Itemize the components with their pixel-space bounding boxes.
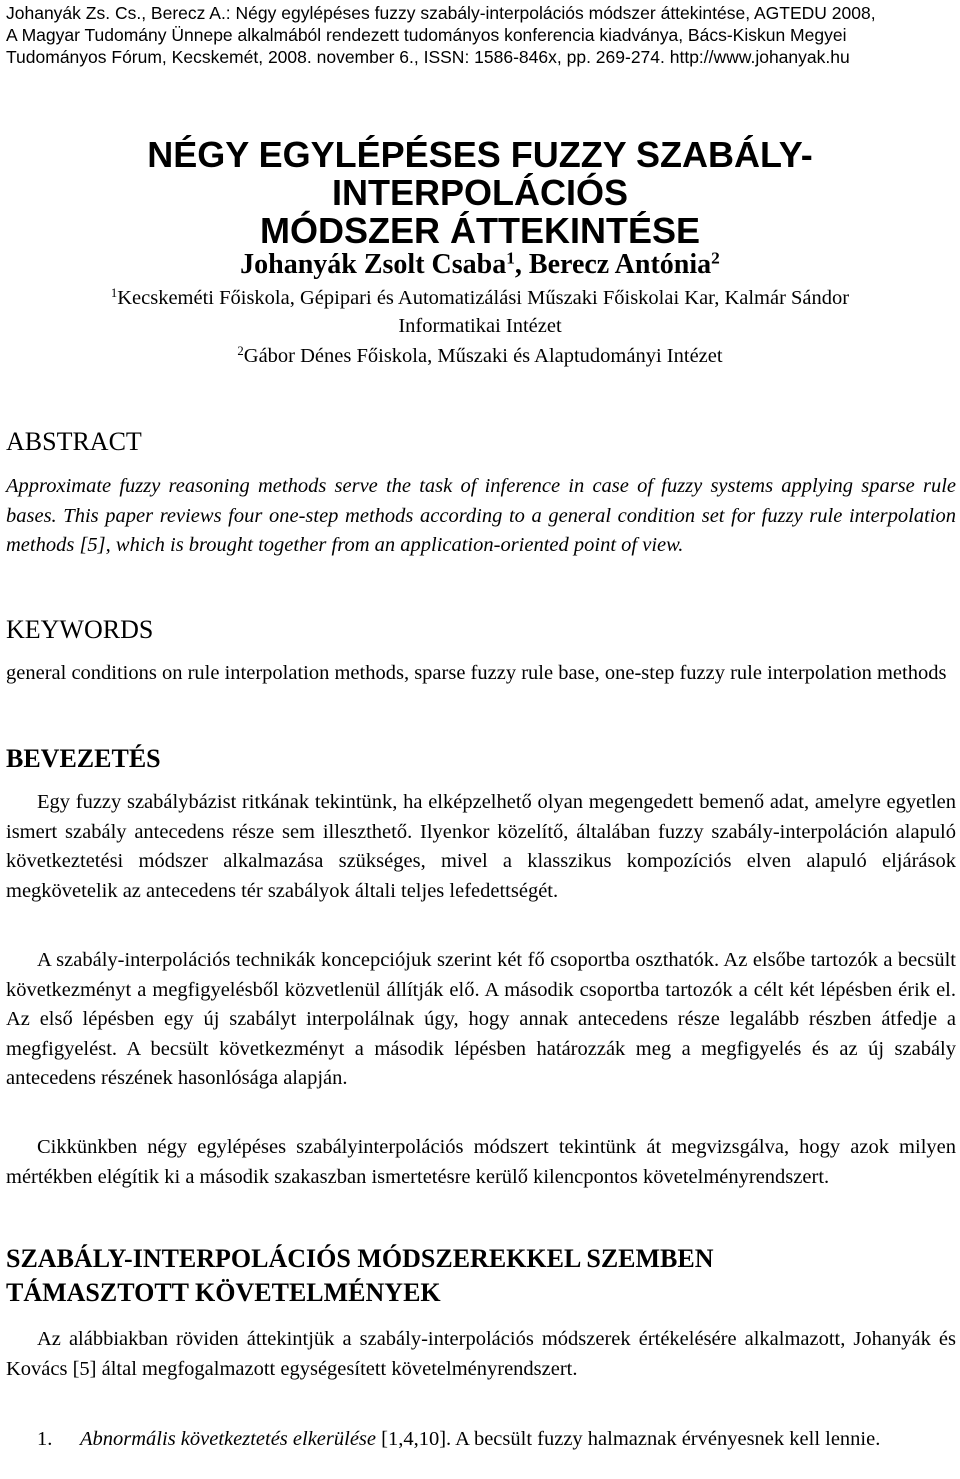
intro-paragraph: Cikkünkben négy egylépéses szabályinterpolációs módszert tekintünk át megvizsgálva, hogy azok milyen mértékben elégítik ki a második szakaszban ismertetésre kerülő kilencpontos követelményrendszert. bbox=[6, 1136, 956, 1188]
list-item-title: Abnormális következtetés elkerülése bbox=[80, 1428, 376, 1450]
abstract-heading: ABSTRACT bbox=[6, 427, 142, 456]
paper-title bbox=[0, 136, 960, 250]
title-line: NÉGY EGYLÉPÉSES FUZZY SZABÁLY-INTERPOLÁCIÓS bbox=[147, 134, 813, 213]
list-item-text: [1,4,10]. A becsült fuzzy halmaznak érvényesnek kell lennie. bbox=[376, 1428, 881, 1450]
intro-paragraph: Egy fuzzy szabálybázist ritkának tekintünk, ha elképzelhető olyan megengedett bemenő adat, amelyre egyetlen ismert szabály antecedens része sem illeszthető. Ilyenkor közelítő, általában fuzzy szabály-interpoláción alapuló következtetési módszer alkalmazása szükséges, mivel a klasszikus kompozíciós elven alapuló eljárások megkövetelik az antecedens tér szabályok általi teljes lefedettségét. bbox=[6, 791, 956, 902]
abstract-text: Approximate fuzzy reasoning methods serve the task of inference in case of fuzzy systems applying sparse rule bases. This paper reviews four one-step methods according to a general condition set for fuzzy rule interpolation methods [5], which is brought together from an application-oriented point of view. bbox=[6, 475, 956, 556]
keywords-text: general conditions on rule interpolation methods, sparse fuzzy rule base, one-step fuzzy rule interpolation methods bbox=[6, 662, 947, 684]
title-line: MÓDSZER ÁTTEKINTÉSE bbox=[259, 210, 700, 251]
intro-heading: BEVEZETÉS bbox=[6, 744, 161, 773]
affiliation-1 bbox=[0, 284, 960, 340]
affiliation-marker: 1 bbox=[506, 248, 515, 268]
affiliation-marker: 2 bbox=[237, 344, 244, 359]
author-name: Johanyák Zsolt Csaba bbox=[240, 249, 507, 280]
affiliation-marker: 1 bbox=[110, 286, 118, 301]
citation-header bbox=[6, 2, 956, 68]
author-list bbox=[0, 248, 960, 282]
affiliation-marker: 2 bbox=[711, 248, 720, 268]
affiliation-text: Gábor Dénes Főiskola, Műszaki és Alaptudományi Intézet bbox=[243, 345, 723, 367]
keywords-heading: KEYWORDS bbox=[6, 615, 154, 644]
citation-line: A Magyar Tudomány Ünnepe alkalmából rendezett tudományos konferencia kiadványa, Bács-Kiskun Megyei bbox=[6, 25, 847, 45]
requirements-heading bbox=[6, 1244, 714, 1308]
citation-line: Johanyák Zs. Cs., Berecz A.: Négy egylépéses fuzzy szabály-interpolációs módszer áttekintése, AGTEDU 2008, bbox=[6, 3, 876, 23]
affiliation-text: Kecskeméti Főiskola, Gépipari és Automatizálási Műszaki Főiskolai Kar, Kalmár Sándor bbox=[117, 287, 850, 309]
intro-paragraph: A szabály-interpolációs technikák koncepciójuk szerint két fő csoportba oszthatók. Az elsőbe tartozók a becsült következményt a megfigyelésből közvetlenül állítják elő. A második csoportba tartozók a célt két lépésben érik el. Az első lépésben egy új szabályt interpolálnak úgy, hogy annak antecedens része legalább részben átfedje a megfigyelést. A becsült következményt a második lépésben határozzák meg a megfigyelés és az új szabály antecedens részének hasonlósága alapján. bbox=[6, 949, 956, 1089]
requirements-paragraph: Az alábbiakban röviden áttekintjük a szabály-interpolációs módszerek értékelésére alkalmazott, Johanyák és Kovács [5] által megfogalmazott egységesített követelményrendszert. bbox=[6, 1328, 956, 1380]
author-name: Berecz Antónia bbox=[528, 249, 712, 280]
author-separator: , bbox=[514, 249, 529, 280]
affiliation-2 bbox=[0, 342, 960, 370]
affiliation-text: Informatikai Intézet bbox=[398, 315, 562, 337]
citation-line: Tudományos Fórum, Kecskemét, 2008. november 6., ISSN: 1586-846x, pp. 269-274. http://www.johanyak.hu bbox=[6, 47, 850, 67]
list-item-number: 1. bbox=[37, 1428, 53, 1450]
heading-line: SZABÁLY-INTERPOLÁCIÓS MÓDSZEREKKEL SZEMBEN bbox=[6, 1244, 714, 1273]
heading-line: TÁMASZTOTT KÖVETELMÉNYEK bbox=[6, 1278, 441, 1307]
